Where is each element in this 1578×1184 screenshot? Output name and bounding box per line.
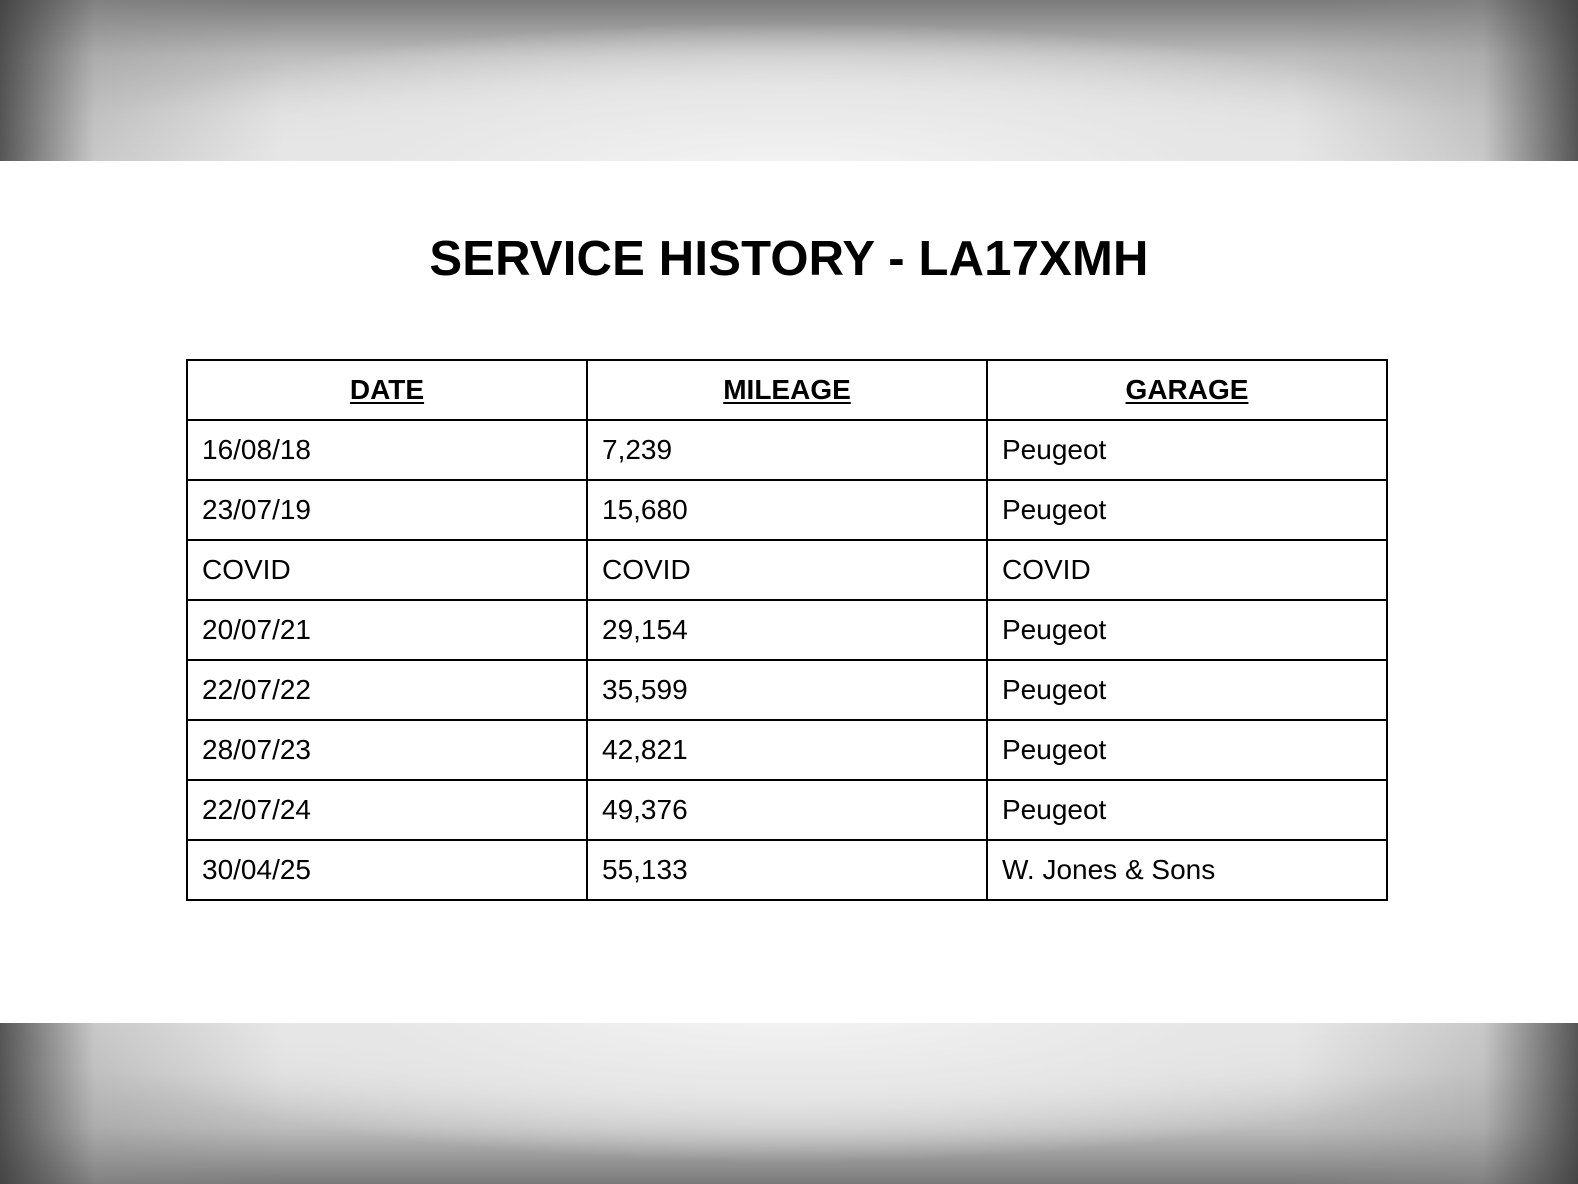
table-row (187, 480, 1387, 540)
cell-mileage: 35,599 (587, 660, 987, 720)
cell-date: 28/07/23 (187, 720, 587, 780)
cell-garage: Peugeot (987, 600, 1387, 660)
cell-garage: Peugeot (987, 720, 1387, 780)
table-row (187, 420, 1387, 480)
bottom-vignette-border (0, 1023, 1578, 1184)
page-title: SERVICE HISTORY - LA17XMH (429, 232, 1149, 286)
table-row (187, 540, 1387, 600)
cell-garage: Peugeot (987, 660, 1387, 720)
table-row (187, 660, 1387, 720)
table-row (187, 600, 1387, 660)
cell-mileage: 15,680 (587, 480, 987, 540)
cell-garage: W. Jones & Sons (987, 840, 1387, 900)
cell-garage: Peugeot (987, 420, 1387, 480)
header-garage: GARAGE (987, 360, 1387, 420)
cell-mileage: 7,239 (587, 420, 987, 480)
header-mileage: MILEAGE (587, 360, 987, 420)
cell-date: 16/08/18 (187, 420, 587, 480)
cell-date: 22/07/24 (187, 780, 587, 840)
cell-date: 30/04/25 (187, 840, 587, 900)
cell-garage: Peugeot (987, 480, 1387, 540)
cell-date: 23/07/19 (187, 480, 587, 540)
table-row (187, 840, 1387, 900)
service-history-table (186, 359, 1388, 901)
cell-garage: COVID (987, 540, 1387, 600)
cell-mileage: 49,376 (587, 780, 987, 840)
cell-date: 22/07/22 (187, 660, 587, 720)
cell-mileage: 42,821 (587, 720, 987, 780)
cell-date: COVID (187, 540, 587, 600)
header-date: DATE (187, 360, 587, 420)
cell-mileage: 55,133 (587, 840, 987, 900)
table-row (187, 720, 1387, 780)
cell-date: 20/07/21 (187, 600, 587, 660)
cell-mileage: 29,154 (587, 600, 987, 660)
cell-mileage: COVID (587, 540, 987, 600)
table-header-row (187, 360, 1387, 420)
cell-garage: Peugeot (987, 780, 1387, 840)
top-vignette-border (0, 0, 1578, 161)
table-row (187, 780, 1387, 840)
document-page (0, 161, 1578, 1023)
